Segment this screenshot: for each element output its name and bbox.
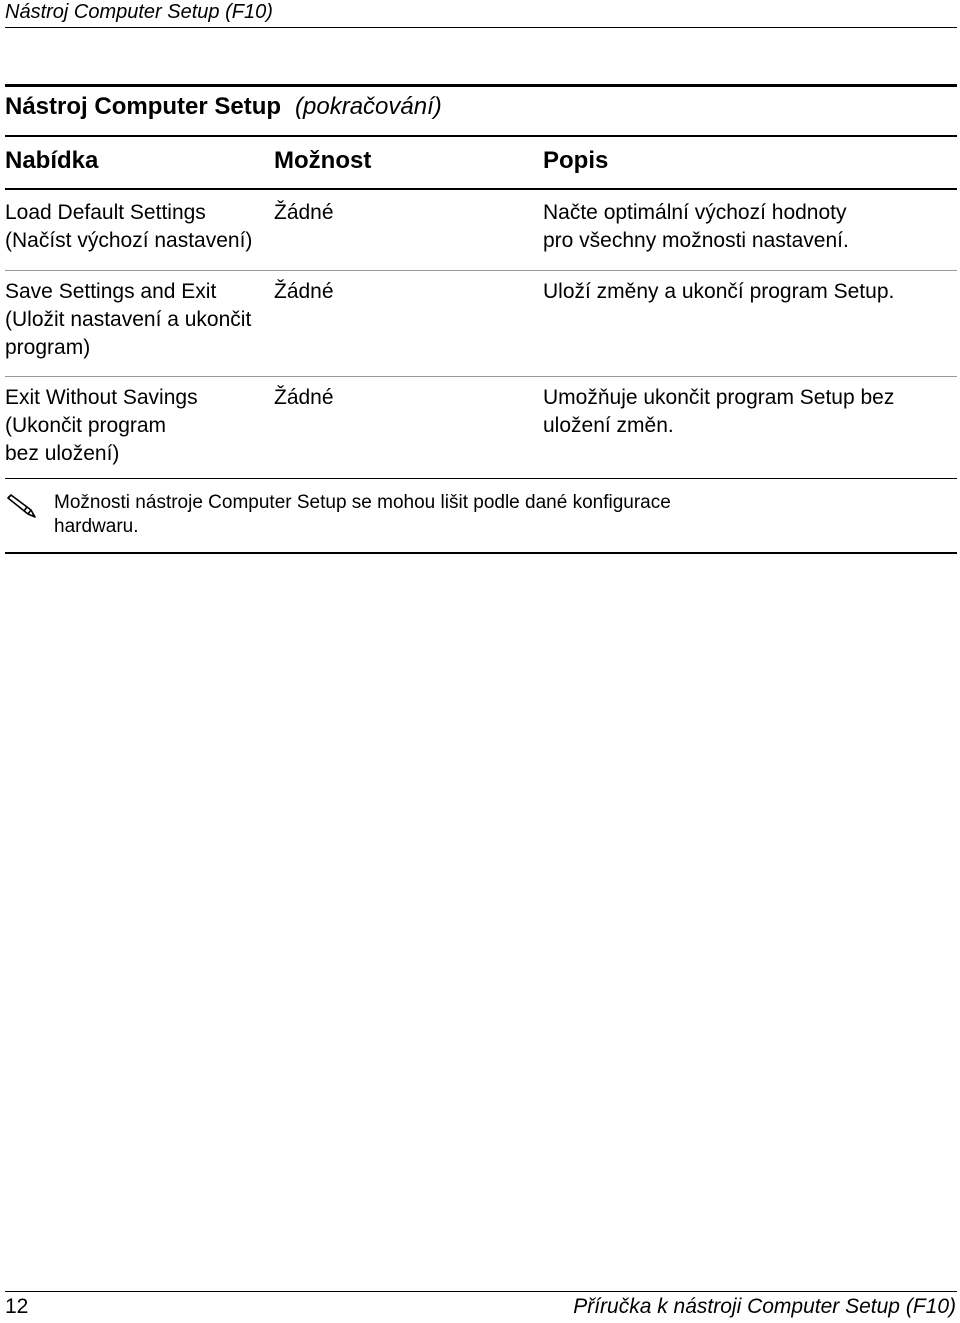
note-top-rule [5, 478, 957, 479]
row-description-line: Umožňuje ukončit program Setup bez [543, 386, 895, 409]
row-menu-line: Save Settings and Exit [5, 280, 217, 303]
table-row [0, 199, 960, 269]
running-header: Nástroj Computer Setup (F10) [5, 1, 273, 23]
row-menu-line: bez uložení) [5, 442, 120, 465]
row-menu-line: Exit Without Savings [5, 386, 198, 409]
header-bottom-rule [5, 188, 957, 190]
column-header-description: Popis [543, 147, 609, 174]
pencil-icon [5, 494, 39, 520]
row-description-line: uložení změn. [543, 414, 674, 437]
note-text [54, 491, 774, 539]
column-header-menu: Nabídka [5, 147, 99, 174]
table-title-suffix: (pokračování) [295, 93, 442, 120]
row-menu-line: Load Default Settings [5, 201, 206, 224]
table-title [5, 92, 442, 122]
title-rule [5, 135, 957, 137]
row-description-line: Uloží změny a ukončí program Setup. [543, 280, 895, 303]
row-divider [5, 376, 957, 377]
column-header-option: Možnost [274, 147, 372, 174]
row-menu-line: program) [5, 336, 91, 359]
header-rule [5, 27, 957, 28]
row-description-line: Načte optimální výchozí hodnoty [543, 201, 847, 224]
row-divider [5, 270, 957, 271]
page-number: 12 [5, 1295, 29, 1318]
row-menu-line: (Uložit nastavení a ukončit [5, 308, 252, 331]
row-option: Žádné [274, 280, 334, 303]
table-row [0, 278, 960, 368]
row-option: Žádné [274, 201, 334, 224]
table-bottom-rule [5, 552, 957, 554]
table-top-rule [5, 84, 957, 87]
table-title-main: Nástroj Computer Setup [5, 93, 282, 120]
footer-rule [5, 1291, 957, 1292]
table-row [0, 384, 960, 474]
row-menu-line: (Načíst výchozí nastavení) [5, 229, 253, 252]
row-menu-line: (Ukončit program [5, 414, 167, 437]
note-line: hardwaru. [54, 516, 139, 537]
footer-document-title: Příručka k nástroji Computer Setup (F10) [573, 1295, 956, 1318]
note-line: Možnosti nástroje Computer Setup se mohou lišit podle dané konfigurace [54, 492, 671, 513]
row-option: Žádné [274, 386, 334, 409]
row-description-line: pro všechny možnosti nastavení. [543, 229, 849, 252]
